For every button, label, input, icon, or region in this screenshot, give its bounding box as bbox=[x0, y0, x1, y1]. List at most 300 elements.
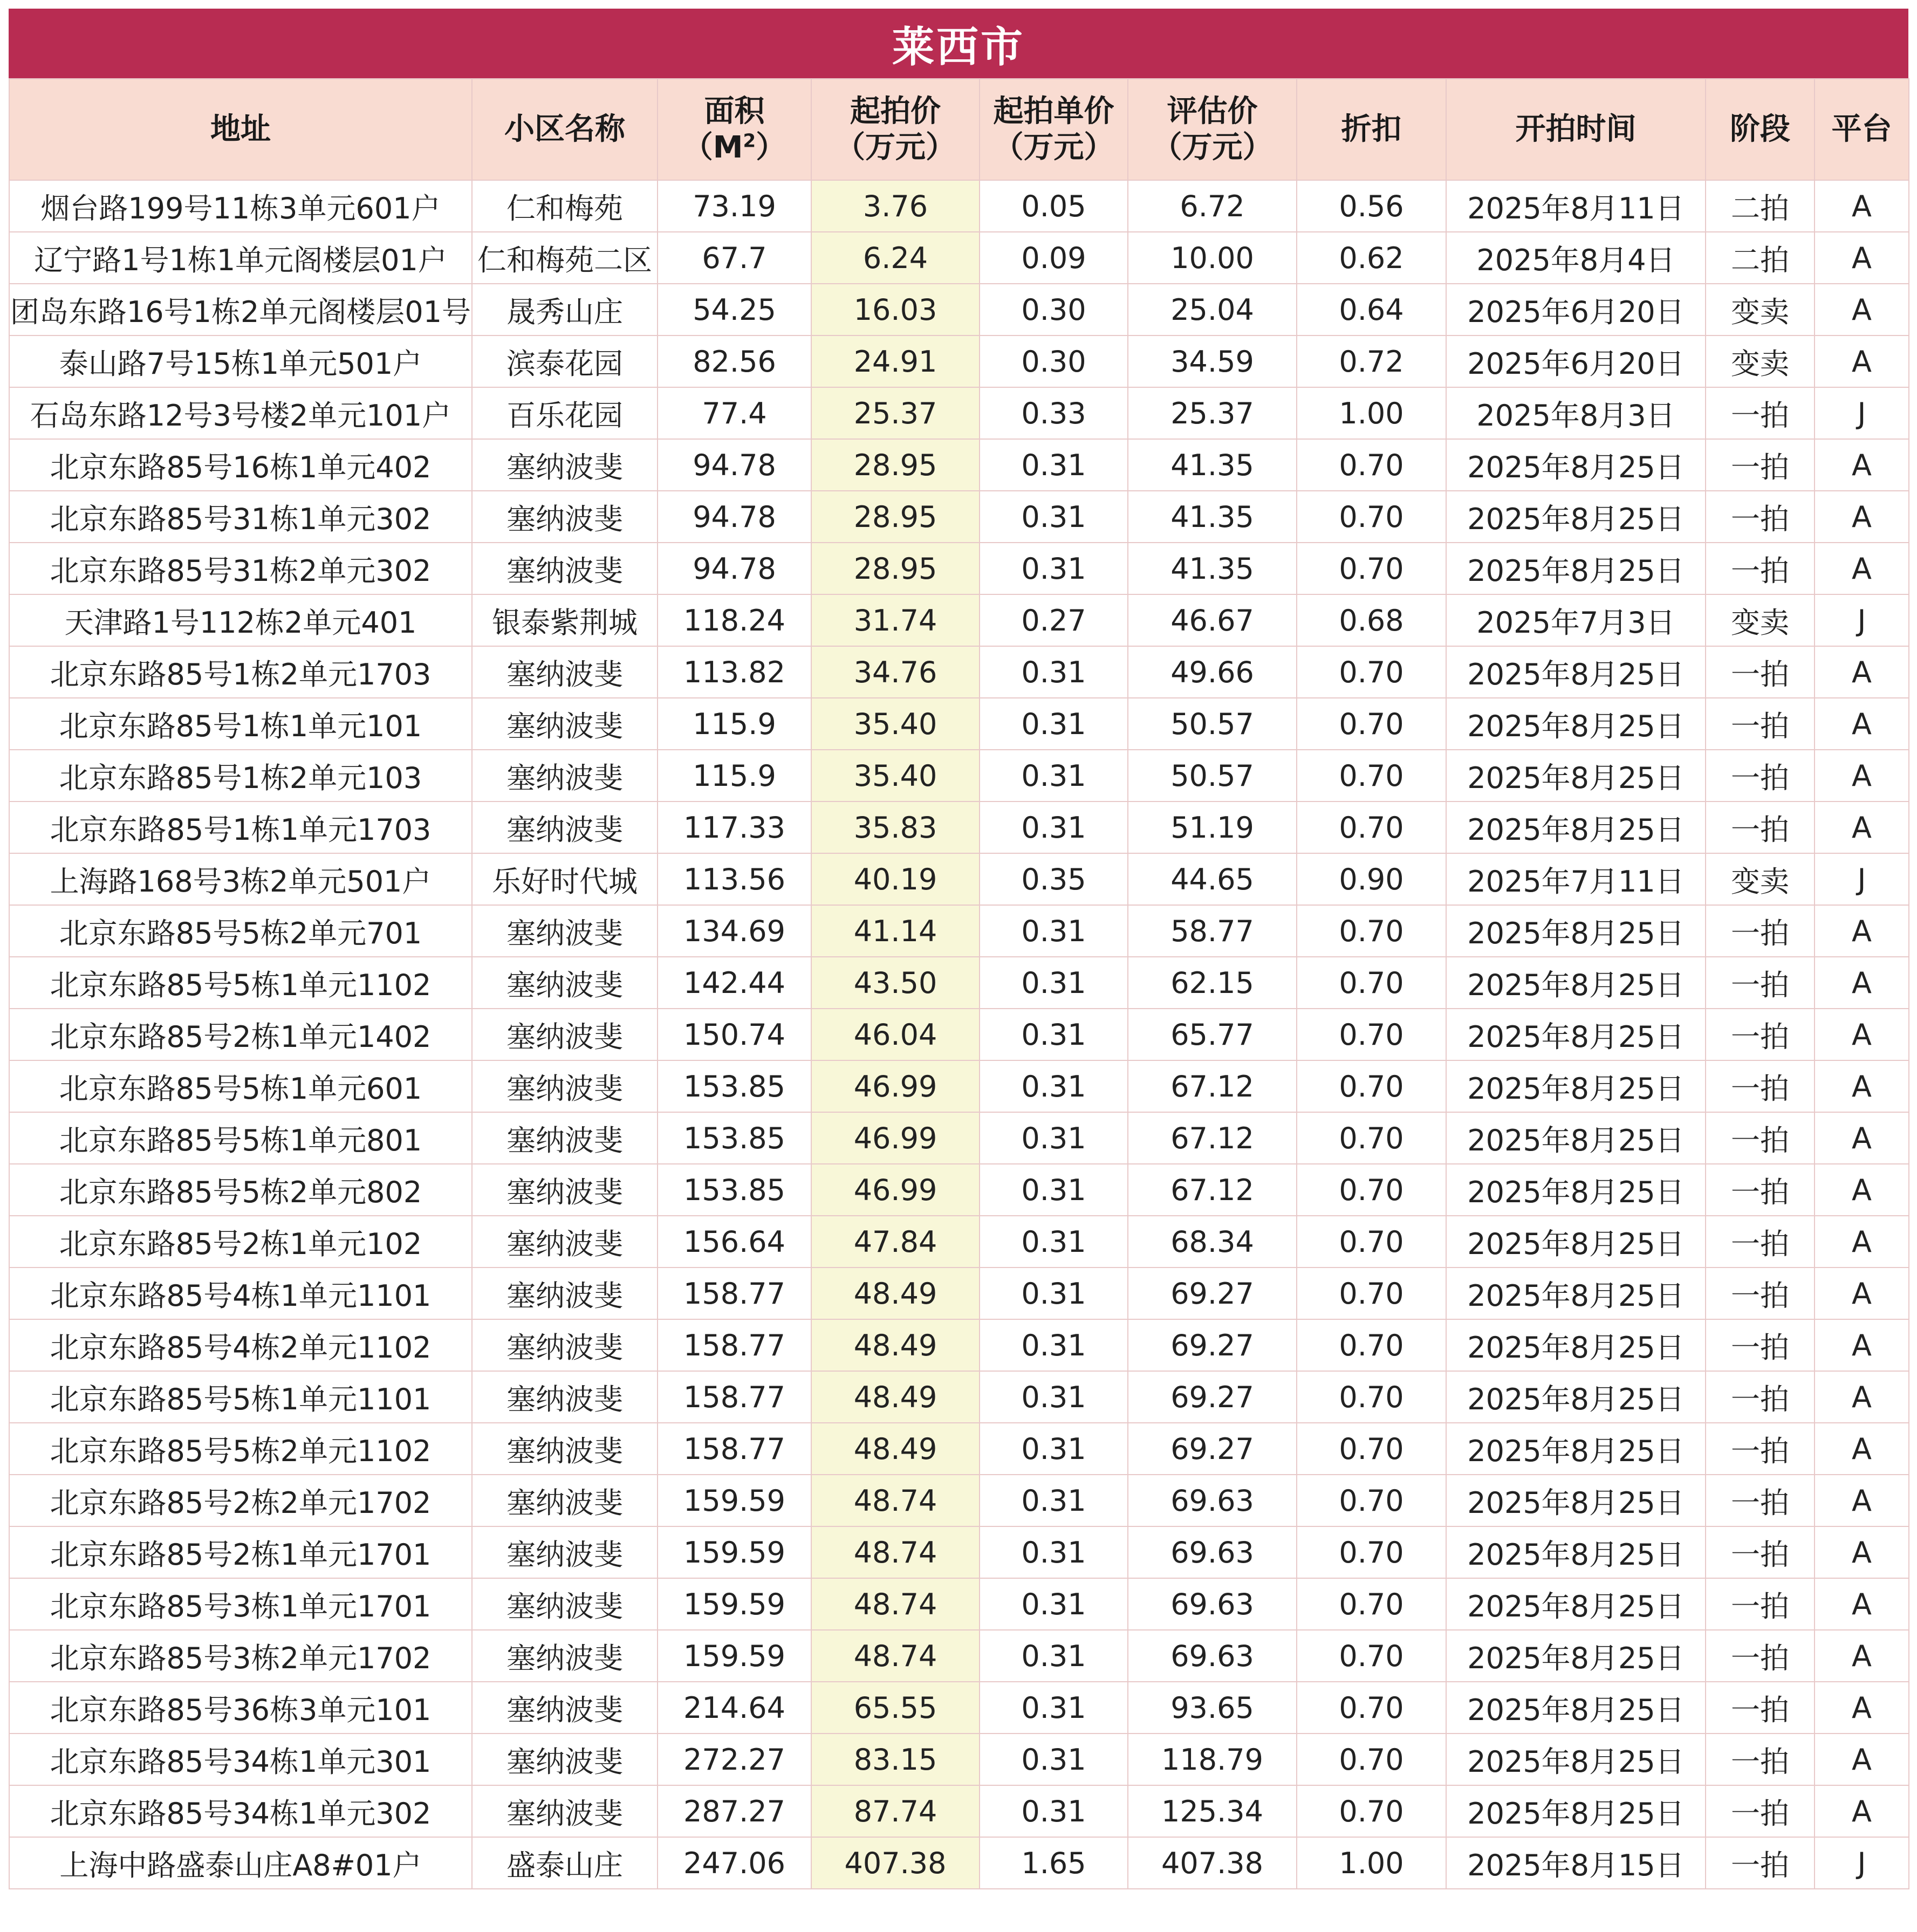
cell-start-time[interactable]: 2025年6月20日 bbox=[1446, 335, 1706, 387]
cell-stage[interactable]: 一拍 bbox=[1706, 1734, 1815, 1785]
table-row[interactable] bbox=[9, 284, 1909, 335]
cell-area[interactable]: 158.77 bbox=[658, 1319, 811, 1371]
cell-stage[interactable]: 一拍 bbox=[1706, 1164, 1815, 1216]
cell-stage[interactable]: 一拍 bbox=[1706, 1630, 1815, 1682]
cell-stage[interactable]: 变卖 bbox=[1706, 335, 1815, 387]
cell-start-price[interactable]: 35.40 bbox=[811, 698, 980, 750]
cell-start-time[interactable]: 2025年8月25日 bbox=[1446, 1060, 1706, 1112]
cell-start-time[interactable]: 2025年8月25日 bbox=[1446, 1268, 1706, 1319]
cell-community[interactable]: 塞纳波斐 bbox=[472, 1785, 658, 1837]
cell-community[interactable]: 银泰紫荆城 bbox=[472, 594, 658, 646]
cell-eval-price[interactable]: 58.77 bbox=[1128, 905, 1297, 957]
cell-eval-price[interactable]: 6.72 bbox=[1128, 180, 1297, 232]
cell-address[interactable]: 北京东路85号5栋1单元1101 bbox=[9, 1371, 472, 1423]
cell-start-time[interactable]: 2025年8月11日 bbox=[1446, 180, 1706, 232]
cell-start-price[interactable]: 16.03 bbox=[811, 284, 980, 335]
cell-community[interactable]: 晟秀山庄 bbox=[472, 284, 658, 335]
cell-start-time[interactable]: 2025年8月25日 bbox=[1446, 1630, 1706, 1682]
cell-start-time[interactable]: 2025年7月11日 bbox=[1446, 853, 1706, 905]
cell-eval-price[interactable]: 69.27 bbox=[1128, 1423, 1297, 1475]
cell-discount[interactable]: 0.70 bbox=[1297, 698, 1446, 750]
cell-unit-price[interactable]: 0.31 bbox=[980, 543, 1128, 594]
cell-platform[interactable]: A bbox=[1815, 646, 1909, 698]
cell-community[interactable]: 塞纳波斐 bbox=[472, 1319, 658, 1371]
cell-community[interactable]: 滨泰花园 bbox=[472, 335, 658, 387]
cell-stage[interactable]: 变卖 bbox=[1706, 853, 1815, 905]
cell-area[interactable]: 118.24 bbox=[658, 594, 811, 646]
table-row[interactable] bbox=[9, 1785, 1909, 1837]
cell-start-price[interactable]: 46.99 bbox=[811, 1112, 980, 1164]
cell-address[interactable]: 上海路168号3栋2单元501户 bbox=[9, 853, 472, 905]
cell-platform[interactable]: A bbox=[1815, 1526, 1909, 1578]
cell-area[interactable]: 153.85 bbox=[658, 1112, 811, 1164]
cell-address[interactable]: 团岛东路16号1栋2单元阁楼层01号 bbox=[9, 284, 472, 335]
cell-platform[interactable]: J bbox=[1815, 387, 1909, 439]
table-row[interactable] bbox=[9, 1268, 1909, 1319]
cell-area[interactable]: 159.59 bbox=[658, 1475, 811, 1526]
cell-address[interactable]: 北京东路85号1栋2单元1703 bbox=[9, 646, 472, 698]
cell-address[interactable]: 北京东路85号5栋1单元1102 bbox=[9, 957, 472, 1009]
cell-eval-price[interactable]: 67.12 bbox=[1128, 1112, 1297, 1164]
cell-discount[interactable]: 0.70 bbox=[1297, 1682, 1446, 1734]
cell-area[interactable]: 287.27 bbox=[658, 1785, 811, 1837]
cell-area[interactable]: 77.4 bbox=[658, 387, 811, 439]
cell-area[interactable]: 150.74 bbox=[658, 1009, 811, 1060]
cell-address[interactable]: 北京东路85号34栋1单元301 bbox=[9, 1734, 472, 1785]
header-discount[interactable]: 折扣 bbox=[1297, 79, 1446, 180]
cell-unit-price[interactable]: 0.31 bbox=[980, 1682, 1128, 1734]
cell-community[interactable]: 塞纳波斐 bbox=[472, 957, 658, 1009]
cell-start-time[interactable]: 2025年8月3日 bbox=[1446, 387, 1706, 439]
cell-start-price[interactable]: 83.15 bbox=[811, 1734, 980, 1785]
cell-start-time[interactable]: 2025年6月20日 bbox=[1446, 284, 1706, 335]
cell-stage[interactable]: 一拍 bbox=[1706, 1578, 1815, 1630]
cell-unit-price[interactable]: 0.31 bbox=[980, 1734, 1128, 1785]
cell-unit-price[interactable]: 0.35 bbox=[980, 853, 1128, 905]
cell-unit-price[interactable]: 0.31 bbox=[980, 698, 1128, 750]
cell-start-price[interactable]: 65.55 bbox=[811, 1682, 980, 1734]
cell-community[interactable]: 塞纳波斐 bbox=[472, 1682, 658, 1734]
cell-discount[interactable]: 0.68 bbox=[1297, 594, 1446, 646]
cell-start-time[interactable]: 2025年8月25日 bbox=[1446, 1734, 1706, 1785]
cell-discount[interactable]: 0.70 bbox=[1297, 905, 1446, 957]
cell-start-price[interactable]: 46.04 bbox=[811, 1009, 980, 1060]
cell-stage[interactable]: 一拍 bbox=[1706, 1475, 1815, 1526]
cell-start-time[interactable]: 2025年8月25日 bbox=[1446, 1423, 1706, 1475]
cell-area[interactable]: 73.19 bbox=[658, 180, 811, 232]
cell-community[interactable]: 乐好时代城 bbox=[472, 853, 658, 905]
table-row[interactable] bbox=[9, 1578, 1909, 1630]
cell-start-time[interactable]: 2025年8月25日 bbox=[1446, 698, 1706, 750]
cell-eval-price[interactable]: 69.63 bbox=[1128, 1526, 1297, 1578]
cell-eval-price[interactable]: 69.63 bbox=[1128, 1578, 1297, 1630]
cell-start-price[interactable]: 48.74 bbox=[811, 1578, 980, 1630]
cell-address[interactable]: 北京东路85号5栋2单元1102 bbox=[9, 1423, 472, 1475]
cell-stage[interactable]: 一拍 bbox=[1706, 387, 1815, 439]
table-row[interactable] bbox=[9, 594, 1909, 646]
cell-eval-price[interactable]: 49.66 bbox=[1128, 646, 1297, 698]
cell-platform[interactable]: A bbox=[1815, 439, 1909, 491]
cell-start-price[interactable]: 35.83 bbox=[811, 801, 980, 853]
cell-eval-price[interactable]: 68.34 bbox=[1128, 1216, 1297, 1268]
cell-eval-price[interactable]: 41.35 bbox=[1128, 491, 1297, 543]
header-stage[interactable]: 阶段 bbox=[1706, 79, 1815, 180]
cell-discount[interactable]: 0.70 bbox=[1297, 1268, 1446, 1319]
cell-platform[interactable]: A bbox=[1815, 1009, 1909, 1060]
cell-unit-price[interactable]: 0.31 bbox=[980, 646, 1128, 698]
cell-discount[interactable]: 0.70 bbox=[1297, 1060, 1446, 1112]
cell-discount[interactable]: 0.70 bbox=[1297, 1319, 1446, 1371]
cell-address[interactable]: 北京东路85号16栋1单元402 bbox=[9, 439, 472, 491]
cell-address[interactable]: 北京东路85号4栋1单元1101 bbox=[9, 1268, 472, 1319]
cell-area[interactable]: 158.77 bbox=[658, 1371, 811, 1423]
cell-start-time[interactable]: 2025年8月25日 bbox=[1446, 1578, 1706, 1630]
cell-start-price[interactable]: 28.95 bbox=[811, 439, 980, 491]
cell-start-price[interactable]: 48.74 bbox=[811, 1475, 980, 1526]
table-row[interactable] bbox=[9, 1734, 1909, 1785]
cell-stage[interactable]: 一拍 bbox=[1706, 1112, 1815, 1164]
cell-discount[interactable]: 0.70 bbox=[1297, 750, 1446, 801]
cell-address[interactable]: 上海中路盛泰山庄A8#01户 bbox=[9, 1837, 472, 1889]
cell-community[interactable]: 塞纳波斐 bbox=[472, 1009, 658, 1060]
cell-start-time[interactable]: 2025年8月25日 bbox=[1446, 646, 1706, 698]
cell-address[interactable]: 北京东路85号1栋1单元1703 bbox=[9, 801, 472, 853]
table-row[interactable] bbox=[9, 1060, 1909, 1112]
table-row[interactable] bbox=[9, 1630, 1909, 1682]
cell-platform[interactable]: J bbox=[1815, 1837, 1909, 1889]
cell-unit-price[interactable]: 0.31 bbox=[980, 491, 1128, 543]
cell-discount[interactable]: 0.70 bbox=[1297, 491, 1446, 543]
cell-stage[interactable]: 一拍 bbox=[1706, 957, 1815, 1009]
table-row[interactable] bbox=[9, 905, 1909, 957]
table-row[interactable] bbox=[9, 698, 1909, 750]
table-row[interactable] bbox=[9, 1682, 1909, 1734]
cell-stage[interactable]: 一拍 bbox=[1706, 1009, 1815, 1060]
cell-start-price[interactable]: 47.84 bbox=[811, 1216, 980, 1268]
cell-discount[interactable]: 0.70 bbox=[1297, 1371, 1446, 1423]
table-row[interactable] bbox=[9, 543, 1909, 594]
table-row[interactable] bbox=[9, 1475, 1909, 1526]
cell-discount[interactable]: 0.70 bbox=[1297, 1164, 1446, 1216]
cell-unit-price[interactable]: 0.30 bbox=[980, 335, 1128, 387]
cell-discount[interactable]: 0.70 bbox=[1297, 543, 1446, 594]
cell-area[interactable]: 115.9 bbox=[658, 750, 811, 801]
cell-start-time[interactable]: 2025年8月25日 bbox=[1446, 1009, 1706, 1060]
cell-platform[interactable]: A bbox=[1815, 1268, 1909, 1319]
cell-address[interactable]: 北京东路85号31栋2单元302 bbox=[9, 543, 472, 594]
cell-platform[interactable]: A bbox=[1815, 1371, 1909, 1423]
cell-community[interactable]: 塞纳波斐 bbox=[472, 801, 658, 853]
cell-platform[interactable]: A bbox=[1815, 1734, 1909, 1785]
cell-address[interactable]: 北京东路85号5栋1单元601 bbox=[9, 1060, 472, 1112]
cell-stage[interactable]: 二拍 bbox=[1706, 180, 1815, 232]
cell-start-time[interactable]: 2025年8月25日 bbox=[1446, 1371, 1706, 1423]
cell-start-time[interactable]: 2025年8月15日 bbox=[1446, 1837, 1706, 1889]
cell-platform[interactable]: A bbox=[1815, 1319, 1909, 1371]
cell-stage[interactable]: 一拍 bbox=[1706, 1423, 1815, 1475]
cell-area[interactable]: 67.7 bbox=[658, 232, 811, 284]
cell-start-price[interactable]: 48.49 bbox=[811, 1371, 980, 1423]
cell-community[interactable]: 塞纳波斐 bbox=[472, 491, 658, 543]
cell-start-price[interactable]: 87.74 bbox=[811, 1785, 980, 1837]
cell-start-time[interactable]: 2025年8月25日 bbox=[1446, 750, 1706, 801]
cell-unit-price[interactable]: 0.31 bbox=[980, 801, 1128, 853]
cell-discount[interactable]: 0.72 bbox=[1297, 335, 1446, 387]
table-row[interactable] bbox=[9, 957, 1909, 1009]
cell-unit-price[interactable]: 0.31 bbox=[980, 1319, 1128, 1371]
cell-stage[interactable]: 一拍 bbox=[1706, 439, 1815, 491]
cell-discount[interactable]: 0.70 bbox=[1297, 1630, 1446, 1682]
cell-stage[interactable]: 一拍 bbox=[1706, 1837, 1815, 1889]
cell-start-time[interactable]: 2025年8月25日 bbox=[1446, 1164, 1706, 1216]
cell-eval-price[interactable]: 118.79 bbox=[1128, 1734, 1297, 1785]
cell-platform[interactable]: J bbox=[1815, 594, 1909, 646]
cell-address[interactable]: 北京东路85号5栋2单元802 bbox=[9, 1164, 472, 1216]
cell-eval-price[interactable]: 65.77 bbox=[1128, 1009, 1297, 1060]
header-start-price[interactable]: 起拍价 （万元） bbox=[811, 79, 980, 180]
cell-discount[interactable]: 0.70 bbox=[1297, 801, 1446, 853]
table-row[interactable] bbox=[9, 646, 1909, 698]
cell-start-price[interactable]: 24.91 bbox=[811, 335, 980, 387]
cell-start-time[interactable]: 2025年8月25日 bbox=[1446, 1475, 1706, 1526]
cell-area[interactable]: 134.69 bbox=[658, 905, 811, 957]
cell-start-price[interactable]: 28.95 bbox=[811, 543, 980, 594]
cell-eval-price[interactable]: 62.15 bbox=[1128, 957, 1297, 1009]
cell-platform[interactable]: A bbox=[1815, 543, 1909, 594]
cell-community[interactable]: 仁和梅苑二区 bbox=[472, 232, 658, 284]
cell-eval-price[interactable]: 51.19 bbox=[1128, 801, 1297, 853]
cell-address[interactable]: 北京东路85号34栋1单元302 bbox=[9, 1785, 472, 1837]
cell-platform[interactable]: A bbox=[1815, 1578, 1909, 1630]
cell-unit-price[interactable]: 0.31 bbox=[980, 1785, 1128, 1837]
cell-community[interactable]: 塞纳波斐 bbox=[472, 1164, 658, 1216]
cell-platform[interactable]: A bbox=[1815, 180, 1909, 232]
cell-unit-price[interactable]: 0.09 bbox=[980, 232, 1128, 284]
cell-discount[interactable]: 0.70 bbox=[1297, 1734, 1446, 1785]
cell-eval-price[interactable]: 25.37 bbox=[1128, 387, 1297, 439]
cell-start-price[interactable]: 34.76 bbox=[811, 646, 980, 698]
cell-area[interactable]: 94.78 bbox=[658, 543, 811, 594]
cell-area[interactable]: 153.85 bbox=[658, 1164, 811, 1216]
cell-platform[interactable]: A bbox=[1815, 1630, 1909, 1682]
cell-platform[interactable]: A bbox=[1815, 698, 1909, 750]
cell-start-price[interactable]: 46.99 bbox=[811, 1164, 980, 1216]
cell-discount[interactable]: 0.62 bbox=[1297, 232, 1446, 284]
cell-unit-price[interactable]: 0.05 bbox=[980, 180, 1128, 232]
cell-area[interactable]: 156.64 bbox=[658, 1216, 811, 1268]
cell-discount[interactable]: 0.70 bbox=[1297, 1785, 1446, 1837]
cell-stage[interactable]: 一拍 bbox=[1706, 1319, 1815, 1371]
cell-start-price[interactable]: 407.38 bbox=[811, 1837, 980, 1889]
cell-community[interactable]: 仁和梅苑 bbox=[472, 180, 658, 232]
cell-community[interactable]: 塞纳波斐 bbox=[472, 1734, 658, 1785]
cell-start-price[interactable]: 3.76 bbox=[811, 180, 980, 232]
cell-discount[interactable]: 0.64 bbox=[1297, 284, 1446, 335]
cell-stage[interactable]: 二拍 bbox=[1706, 232, 1815, 284]
table-row[interactable] bbox=[9, 853, 1909, 905]
cell-unit-price[interactable]: 0.31 bbox=[980, 905, 1128, 957]
cell-start-price[interactable]: 48.49 bbox=[811, 1319, 980, 1371]
cell-community[interactable]: 百乐花园 bbox=[472, 387, 658, 439]
cell-platform[interactable]: J bbox=[1815, 853, 1909, 905]
cell-platform[interactable]: A bbox=[1815, 491, 1909, 543]
cell-unit-price[interactable]: 0.31 bbox=[980, 957, 1128, 1009]
cell-discount[interactable]: 0.70 bbox=[1297, 1526, 1446, 1578]
cell-eval-price[interactable]: 50.57 bbox=[1128, 698, 1297, 750]
cell-eval-price[interactable]: 69.63 bbox=[1128, 1475, 1297, 1526]
cell-community[interactable]: 塞纳波斐 bbox=[472, 1475, 658, 1526]
cell-address[interactable]: 北京东路85号1栋1单元101 bbox=[9, 698, 472, 750]
cell-stage[interactable]: 一拍 bbox=[1706, 646, 1815, 698]
cell-address[interactable]: 北京东路85号1栋2单元103 bbox=[9, 750, 472, 801]
cell-address[interactable]: 北京东路85号36栋3单元101 bbox=[9, 1682, 472, 1734]
cell-start-time[interactable]: 2025年8月25日 bbox=[1446, 1319, 1706, 1371]
cell-unit-price[interactable]: 0.31 bbox=[980, 1112, 1128, 1164]
cell-start-time[interactable]: 2025年8月25日 bbox=[1446, 1785, 1706, 1837]
table-row[interactable] bbox=[9, 232, 1909, 284]
cell-start-time[interactable]: 2025年7月3日 bbox=[1446, 594, 1706, 646]
cell-address[interactable]: 烟台路199号11栋3单元601户 bbox=[9, 180, 472, 232]
cell-discount[interactable]: 1.00 bbox=[1297, 387, 1446, 439]
cell-platform[interactable]: A bbox=[1815, 1216, 1909, 1268]
table-row[interactable] bbox=[9, 180, 1909, 232]
cell-area[interactable]: 247.06 bbox=[658, 1837, 811, 1889]
header-start-time[interactable]: 开拍时间 bbox=[1446, 79, 1706, 180]
table-row[interactable] bbox=[9, 439, 1909, 491]
cell-unit-price[interactable]: 0.33 bbox=[980, 387, 1128, 439]
cell-start-price[interactable]: 48.74 bbox=[811, 1630, 980, 1682]
cell-platform[interactable]: A bbox=[1815, 284, 1909, 335]
table-row[interactable] bbox=[9, 1112, 1909, 1164]
cell-platform[interactable]: A bbox=[1815, 801, 1909, 853]
cell-eval-price[interactable]: 93.65 bbox=[1128, 1682, 1297, 1734]
cell-address[interactable]: 石岛东路12号3号楼2单元101户 bbox=[9, 387, 472, 439]
cell-address[interactable]: 北京东路85号2栋1单元102 bbox=[9, 1216, 472, 1268]
cell-platform[interactable]: A bbox=[1815, 1164, 1909, 1216]
cell-unit-price[interactable]: 0.31 bbox=[980, 1475, 1128, 1526]
cell-stage[interactable]: 一拍 bbox=[1706, 1682, 1815, 1734]
cell-platform[interactable]: A bbox=[1815, 232, 1909, 284]
cell-address[interactable]: 北京东路85号2栋2单元1702 bbox=[9, 1475, 472, 1526]
cell-area[interactable]: 159.59 bbox=[658, 1526, 811, 1578]
table-row[interactable] bbox=[9, 1009, 1909, 1060]
cell-eval-price[interactable]: 50.57 bbox=[1128, 750, 1297, 801]
cell-stage[interactable]: 一拍 bbox=[1706, 1060, 1815, 1112]
cell-area[interactable]: 113.56 bbox=[658, 853, 811, 905]
cell-community[interactable]: 塞纳波斐 bbox=[472, 750, 658, 801]
cell-start-time[interactable]: 2025年8月25日 bbox=[1446, 957, 1706, 1009]
cell-discount[interactable]: 0.70 bbox=[1297, 1112, 1446, 1164]
cell-stage[interactable]: 一拍 bbox=[1706, 1371, 1815, 1423]
cell-community[interactable]: 塞纳波斐 bbox=[472, 1216, 658, 1268]
cell-eval-price[interactable]: 125.34 bbox=[1128, 1785, 1297, 1837]
cell-area[interactable]: 142.44 bbox=[658, 957, 811, 1009]
cell-platform[interactable]: A bbox=[1815, 957, 1909, 1009]
cell-community[interactable]: 塞纳波斐 bbox=[472, 1112, 658, 1164]
cell-address[interactable]: 北京东路85号3栋1单元1701 bbox=[9, 1578, 472, 1630]
cell-stage[interactable]: 变卖 bbox=[1706, 594, 1815, 646]
cell-start-time[interactable]: 2025年8月25日 bbox=[1446, 905, 1706, 957]
cell-area[interactable]: 94.78 bbox=[658, 439, 811, 491]
cell-address[interactable]: 泰山路7号15栋1单元501户 bbox=[9, 335, 472, 387]
cell-discount[interactable]: 0.70 bbox=[1297, 1475, 1446, 1526]
cell-community[interactable]: 塞纳波斐 bbox=[472, 1060, 658, 1112]
header-unit-price[interactable]: 起拍单价 （万元） bbox=[980, 79, 1128, 180]
cell-unit-price[interactable]: 0.31 bbox=[980, 1578, 1128, 1630]
cell-unit-price[interactable]: 0.31 bbox=[980, 1371, 1128, 1423]
table-row[interactable] bbox=[9, 750, 1909, 801]
cell-address[interactable]: 北京东路85号5栋2单元701 bbox=[9, 905, 472, 957]
cell-platform[interactable]: A bbox=[1815, 1423, 1909, 1475]
cell-area[interactable]: 272.27 bbox=[658, 1734, 811, 1785]
cell-discount[interactable]: 0.70 bbox=[1297, 957, 1446, 1009]
table-row[interactable] bbox=[9, 1371, 1909, 1423]
cell-eval-price[interactable]: 34.59 bbox=[1128, 335, 1297, 387]
table-row[interactable] bbox=[9, 387, 1909, 439]
cell-eval-price[interactable]: 67.12 bbox=[1128, 1060, 1297, 1112]
table-row[interactable] bbox=[9, 1319, 1909, 1371]
cell-discount[interactable]: 0.70 bbox=[1297, 1423, 1446, 1475]
cell-start-time[interactable]: 2025年8月25日 bbox=[1446, 1112, 1706, 1164]
cell-platform[interactable]: A bbox=[1815, 1682, 1909, 1734]
cell-discount[interactable]: 0.90 bbox=[1297, 853, 1446, 905]
header-address[interactable]: 地址 bbox=[9, 79, 472, 180]
cell-area[interactable]: 153.85 bbox=[658, 1060, 811, 1112]
cell-eval-price[interactable]: 69.63 bbox=[1128, 1630, 1297, 1682]
cell-eval-price[interactable]: 10.00 bbox=[1128, 232, 1297, 284]
cell-community[interactable]: 盛泰山庄 bbox=[472, 1837, 658, 1889]
cell-stage[interactable]: 一拍 bbox=[1706, 698, 1815, 750]
cell-discount[interactable]: 1.00 bbox=[1297, 1837, 1446, 1889]
cell-unit-price[interactable]: 0.31 bbox=[980, 1060, 1128, 1112]
table-row[interactable] bbox=[9, 1526, 1909, 1578]
cell-platform[interactable]: A bbox=[1815, 335, 1909, 387]
cell-start-price[interactable]: 35.40 bbox=[811, 750, 980, 801]
table-row[interactable] bbox=[9, 1423, 1909, 1475]
cell-area[interactable]: 158.77 bbox=[658, 1423, 811, 1475]
cell-address[interactable]: 北京东路85号2栋1单元1402 bbox=[9, 1009, 472, 1060]
cell-area[interactable]: 159.59 bbox=[658, 1578, 811, 1630]
cell-eval-price[interactable]: 69.27 bbox=[1128, 1319, 1297, 1371]
cell-platform[interactable]: A bbox=[1815, 1060, 1909, 1112]
cell-unit-price[interactable]: 0.31 bbox=[980, 1268, 1128, 1319]
cell-stage[interactable]: 一拍 bbox=[1706, 905, 1815, 957]
cell-start-price[interactable]: 31.74 bbox=[811, 594, 980, 646]
cell-platform[interactable]: A bbox=[1815, 905, 1909, 957]
cell-area[interactable]: 115.9 bbox=[658, 698, 811, 750]
cell-eval-price[interactable]: 407.38 bbox=[1128, 1837, 1297, 1889]
cell-platform[interactable]: A bbox=[1815, 750, 1909, 801]
cell-start-time[interactable]: 2025年8月25日 bbox=[1446, 1682, 1706, 1734]
cell-unit-price[interactable]: 0.31 bbox=[980, 1630, 1128, 1682]
cell-start-price[interactable]: 48.49 bbox=[811, 1268, 980, 1319]
cell-community[interactable]: 塞纳波斐 bbox=[472, 1578, 658, 1630]
table-row[interactable] bbox=[9, 801, 1909, 853]
cell-unit-price[interactable]: 0.27 bbox=[980, 594, 1128, 646]
cell-discount[interactable]: 0.70 bbox=[1297, 1009, 1446, 1060]
header-community[interactable]: 小区名称 bbox=[472, 79, 658, 180]
cell-address[interactable]: 北京东路85号2栋1单元1701 bbox=[9, 1526, 472, 1578]
cell-area[interactable]: 54.25 bbox=[658, 284, 811, 335]
cell-community[interactable]: 塞纳波斐 bbox=[472, 1371, 658, 1423]
cell-unit-price[interactable]: 0.31 bbox=[980, 1009, 1128, 1060]
cell-community[interactable]: 塞纳波斐 bbox=[472, 905, 658, 957]
cell-start-time[interactable]: 2025年8月25日 bbox=[1446, 1526, 1706, 1578]
table-row[interactable] bbox=[9, 1837, 1909, 1889]
cell-start-time[interactable]: 2025年8月25日 bbox=[1446, 491, 1706, 543]
cell-community[interactable]: 塞纳波斐 bbox=[472, 439, 658, 491]
table-row[interactable] bbox=[9, 1216, 1909, 1268]
